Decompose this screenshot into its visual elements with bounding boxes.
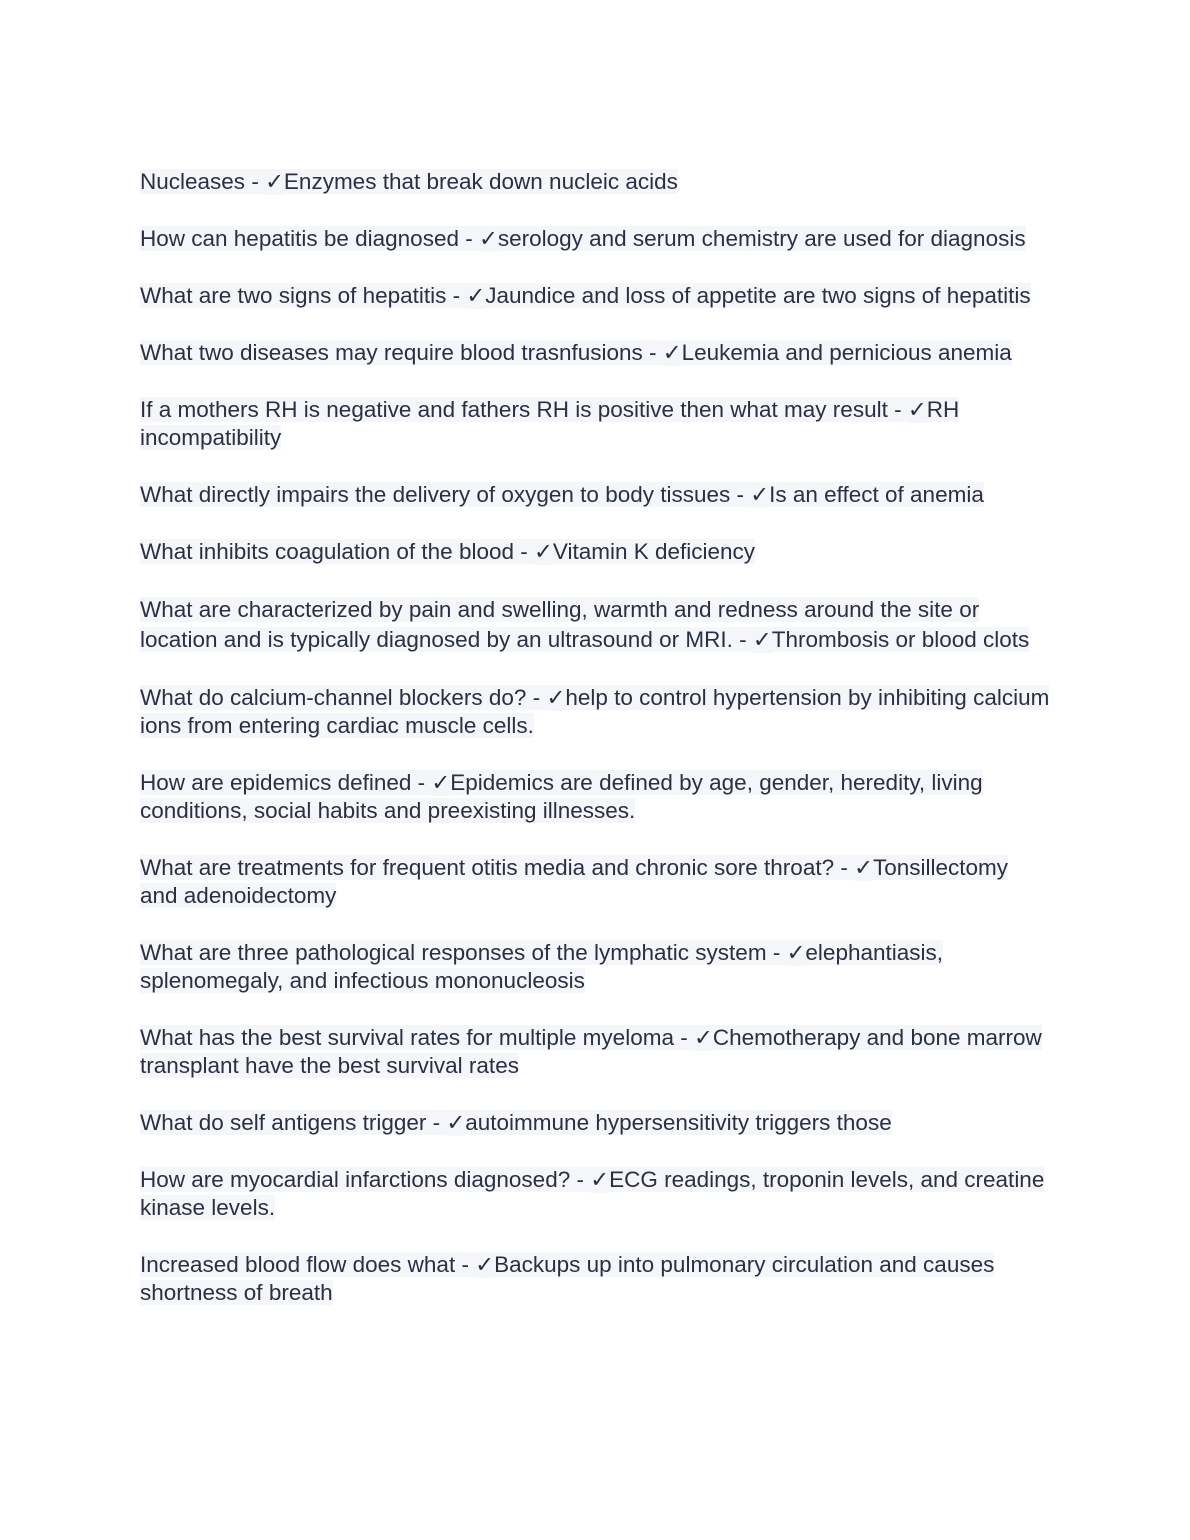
separator: - xyxy=(730,482,751,507)
separator: - xyxy=(673,1025,694,1050)
separator: - xyxy=(455,1252,476,1277)
answer-text: Thrombosis or blood clots xyxy=(771,626,1030,652)
qa-entry-8 xyxy=(140,595,1050,655)
question-text: How are myocardial infarctions diagnosed? xyxy=(140,1167,571,1192)
check-icon: ✓ xyxy=(546,685,566,711)
qa-entry-16 xyxy=(140,1251,1050,1307)
answer-text: Vitamin K deficiency xyxy=(552,539,756,564)
check-icon: ✓ xyxy=(752,626,772,653)
answer-text: Enzymes that break down nucleic acids xyxy=(283,169,678,194)
qa-entry-1 xyxy=(140,168,1050,196)
qa-entry-2 xyxy=(140,225,1050,253)
answer-text: serology and serum chemistry are used for diagnosis xyxy=(497,226,1026,251)
check-icon: ✓ xyxy=(265,169,284,195)
question-text: What two diseases may require blood trasnfusions xyxy=(140,340,643,365)
check-icon: ✓ xyxy=(786,940,806,966)
question-text: What are three pathological responses of the lymphatic system xyxy=(140,940,767,965)
separator: - xyxy=(426,1110,447,1135)
qa-entry-14 xyxy=(140,1109,1050,1137)
qa-entry-9 xyxy=(140,684,1050,740)
separator: - xyxy=(245,169,266,194)
separator: - xyxy=(834,855,855,880)
check-icon: ✓ xyxy=(662,340,682,366)
question-text: What has the best survival rates for multiple myeloma xyxy=(140,1025,674,1050)
question-text: What directly impairs the delivery of oxygen to body tissues xyxy=(140,482,731,507)
separator: - xyxy=(458,226,479,251)
answer-text: Jaundice and loss of appetite are two signs of hepatitis xyxy=(485,283,1031,308)
answer-text: Is an effect of anemia xyxy=(769,482,984,507)
qa-entry-6 xyxy=(140,481,1050,509)
qa-entry-11 xyxy=(140,854,1050,910)
question-text: What are characterized by pain and swelling, warmth and redness around the site or location and is typically diagnosed by an ultrasound or MRI. xyxy=(140,597,980,652)
qa-entry-10 xyxy=(140,769,1050,825)
answer-text: Epidemics are defined by age, gender, heredity, living conditions, social habits and preexisting illnesses. xyxy=(140,770,983,823)
qa-entry-12 xyxy=(140,939,1050,995)
check-icon: ✓ xyxy=(446,1110,466,1136)
check-icon: ✓ xyxy=(534,539,553,565)
question-text: How are epidemics defined xyxy=(140,770,412,795)
check-icon: ✓ xyxy=(693,1025,713,1051)
check-icon: ✓ xyxy=(590,1167,610,1193)
question-text: How can hepatitis be diagnosed xyxy=(140,226,459,251)
answer-text: RH incompatibility xyxy=(140,397,960,450)
check-icon: ✓ xyxy=(750,482,770,508)
answer-text: Chemotherapy and bone marrow transplant have the best survival rates xyxy=(140,1025,1042,1078)
answer-text: autoimmune hypersensitivity triggers those xyxy=(465,1110,892,1135)
check-icon: ✓ xyxy=(475,1252,495,1278)
question-text: What inhibits coagulation of the blood xyxy=(140,539,514,564)
answer-text: ECG readings, troponin levels, and creatine kinase levels. xyxy=(140,1167,1045,1220)
separator: - xyxy=(887,397,908,422)
qa-entry-3 xyxy=(140,282,1050,310)
answer-text: Leukemia and pernicious anemia xyxy=(681,340,1012,365)
check-icon: ✓ xyxy=(466,283,486,309)
answer-text: Backups up into pulmonary circulation and causes shortness of breath xyxy=(140,1252,995,1305)
separator: - xyxy=(446,283,467,308)
separator: - xyxy=(766,940,787,965)
qa-entry-13 xyxy=(140,1024,1050,1080)
check-icon: ✓ xyxy=(431,770,451,796)
answer-text: Tonsillectomy and adenoidectomy xyxy=(140,855,1009,908)
answer-text: elephantiasis, splenomegaly, and infectious mononucleosis xyxy=(140,940,944,993)
separator: - xyxy=(570,1167,591,1192)
question-text: If a mothers RH is negative and fathers RH is positive then what may result xyxy=(140,397,888,422)
qa-entry-4 xyxy=(140,339,1050,367)
question-text: What are treatments for frequent otitis media and chronic sore throat? xyxy=(140,855,835,880)
qa-entry-5 xyxy=(140,396,1050,452)
question-text: What do calcium-channel blockers do? xyxy=(140,685,527,710)
question-text: Increased blood flow does what xyxy=(140,1252,456,1277)
separator: - xyxy=(642,340,663,365)
question-text: What are two signs of hepatitis xyxy=(140,283,447,308)
answer-text: help to control hypertension by inhibiting calcium ions from entering cardiac muscle cells. xyxy=(140,685,1050,738)
check-icon: ✓ xyxy=(478,226,498,252)
separator: - xyxy=(732,626,753,652)
separator: - xyxy=(411,770,432,795)
qa-entry-7 xyxy=(140,538,1050,566)
separator: - xyxy=(526,685,547,710)
question-text: What do self antigens trigger xyxy=(140,1110,427,1135)
qa-entry-15 xyxy=(140,1166,1050,1222)
document-page xyxy=(140,168,1050,1307)
check-icon: ✓ xyxy=(907,397,927,423)
question-text: Nucleases xyxy=(140,169,246,194)
check-icon: ✓ xyxy=(854,855,873,881)
separator: - xyxy=(514,539,534,564)
